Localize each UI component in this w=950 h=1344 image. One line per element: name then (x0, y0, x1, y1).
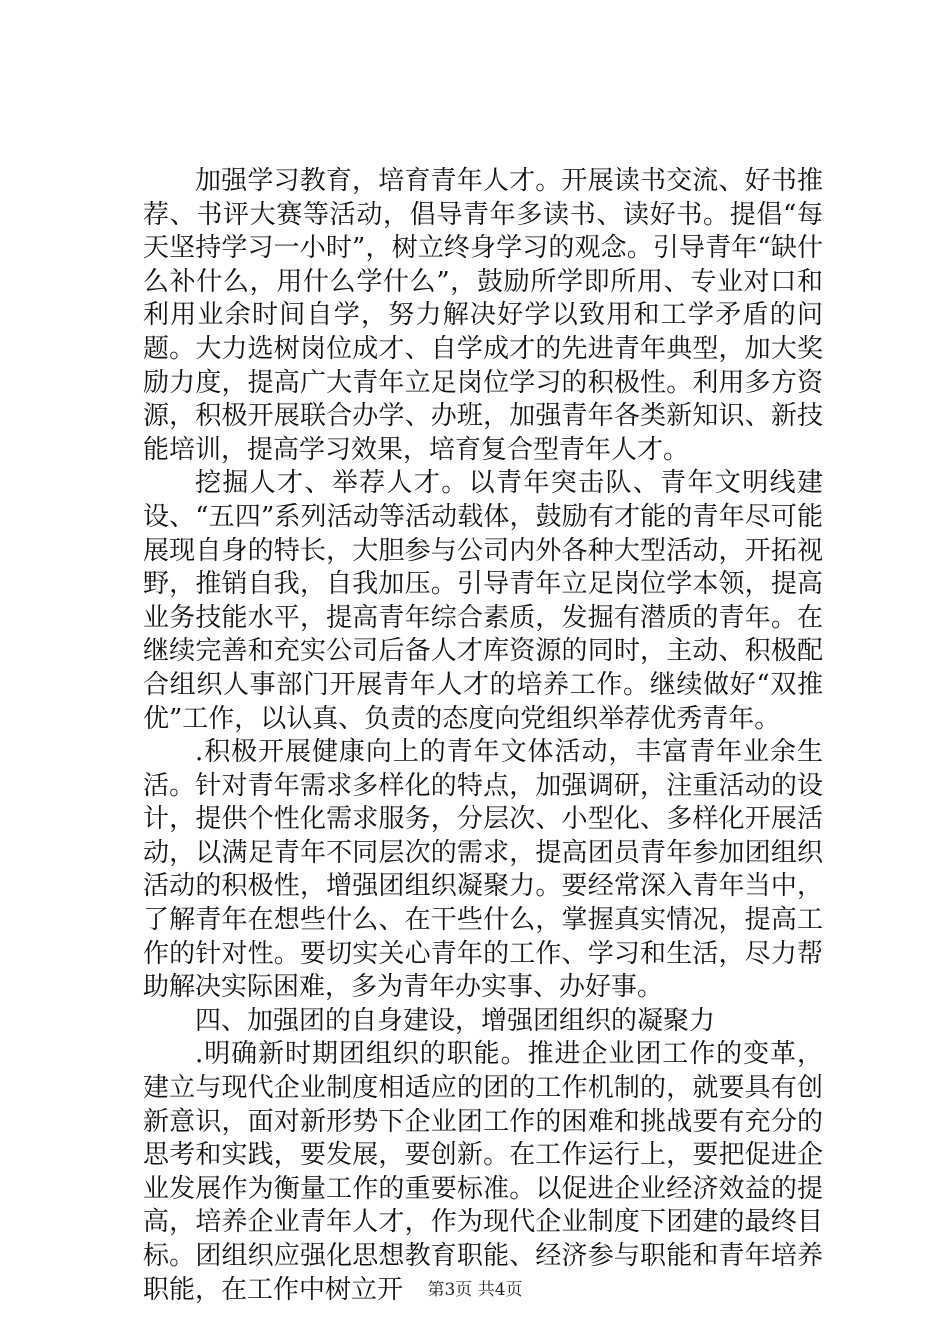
paragraph-league-functions: .明确新时期团组织的职能。推进企业团工作的变革，建立与现代企业制度相适应的团的工作机制的，就要具有创新意识，面对新形势下企业团工作的困难和挑战要有充分的思考和实践，要发展，要创新。在工作运行上，要把促进企业发展作为衡量工作的重要标准。以促进企业经济效益的提高，培养企业青年人才，作为现代企业制度下团建的最终目标。团组织应强化思想教育职能、经济参与职能和青年培养职能，在工作中树立开 (143, 1039, 823, 1305)
paragraph-talent-recommendation: 挖掘人才、举荐人才。以青年突击队、青年文明线建设、“五四”系列活动等活动载体，鼓励有才能的青年尽可能展现自身的特长，大胆参与公司内外各种大型活动，开拓视野，推销自我，自我加压。引导青年立足岗位学本领，提高业务技能水平，提高青年综合素质，发掘有潜质的青年。在继续完善和充实公司后备人才库资源的同时，主动、积极配合组织人事部门开展青年人才的培养工作。继续做好“双推优”工作，以认真、负责的态度向党组织举荐优秀青年。 (143, 468, 823, 734)
section-heading-four: 四、加强团的自身建设，增强团组织的凝聚力 (195, 1005, 716, 1036)
paragraph-learning-education: 加强学习教育，培育青年人才。开展读书交流、好书推荐、书评大赛等活动，倡导青年多读书、读好书。提倡“每天坚持学习一小时”，树立终身学习的观念。引导青年“缺什么补什么，用什么学什么”，鼓励所学即所用、专业对口和利用业余时间自学，努力解决好学以致用和工学矛盾的问题。大力选树岗位成才、自学成才的先进青年典型，加大奖励力度，提高广大青年立足岗位学习的积极性。利用多方资源，积极开展联合办学、办班，加强青年各类新知识、新技能培训，提高学习效果，培育复合型青年人才。 (143, 166, 823, 465)
document-body (143, 165, 823, 1307)
page-number-footer: 第3页 共4页 (427, 1280, 523, 1300)
paragraph-cultural-activities: .积极开展健康向上的青年文体活动，丰富青年业余生活。针对青年需求多样化的特点，加强调研，注重活动的设计，提供个性化需求服务，分层次、小型化、多样化开展活动，以满足青年不同层次的需求，提高团员青年参加团组织活动的积极性，增强团组织凝聚力。要经常深入青年当中，了解青年在想些什么、在干些什么，掌握真实情况，提高工作的针对性。要切实关心青年的工作、学习和生活，尽力帮助解决实际困难，多为青年办实事、办好事。 (143, 737, 823, 1003)
